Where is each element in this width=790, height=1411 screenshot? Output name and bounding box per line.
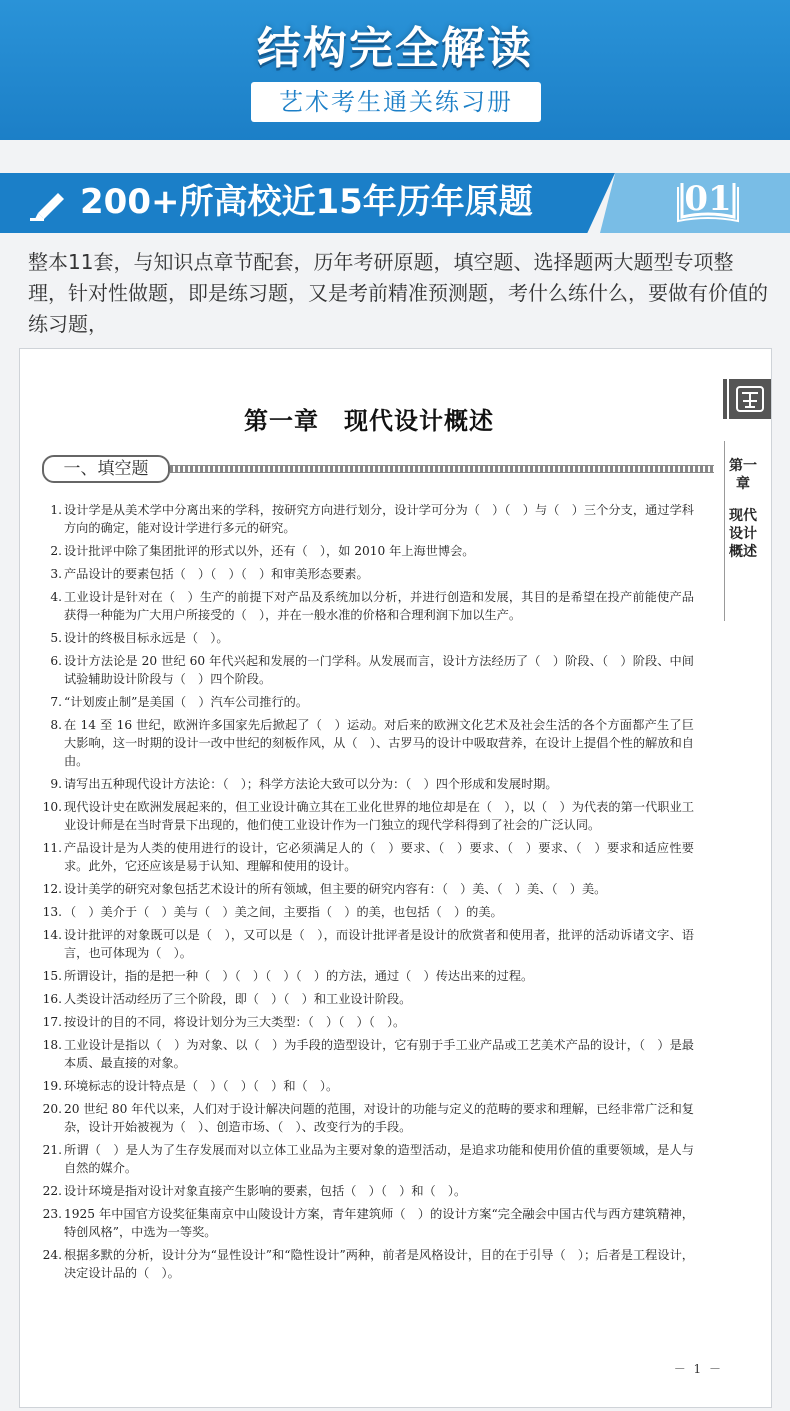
- question-number: 4.: [50, 590, 62, 604]
- question-text: 设计方法论是 20 世纪 60 年代兴起和发展的一门学科。从发展而言，设计方法经历了（ ）阶段、（ ）阶段、中间试验辅助设计阶段与（ ）四个阶段。: [64, 654, 694, 686]
- question-text: 所谓（ ）是人为了生存发展而对以立体工业品为主要对象的造型活动，是追求功能和使用价值的重要领域，是人与自然的媒介。: [64, 1143, 694, 1175]
- question-text: 20 世纪 80 年代以来，人们对于设计解决问题的范围，对设计的功能与定义的范畴的要求和理解，已经非常广泛和复杂，设计开始被视为（ ）、创造市场、（ ）、改变行为的手段。: [64, 1102, 694, 1134]
- question-item: [36, 967, 694, 985]
- question-number: 10.: [42, 800, 62, 814]
- question-item: [36, 903, 694, 921]
- question-number: 3.: [50, 567, 62, 581]
- question-number: 1.: [50, 503, 62, 517]
- question-text: 产品设计的要素包括（ ）（ ）（ ）和审美形态要素。: [64, 567, 369, 581]
- question-text: 现代设计史在欧洲发展起来的，但工业设计确立其在工业化世界的地位却是在（ ），以（ ）为代表的第一代职业工业设计师是在当时背景下出现的，他们使工业设计作为一门独立的现代学科得到了社会的广泛认同。: [64, 800, 694, 832]
- question-item: [36, 501, 694, 537]
- question-text: 设计批评中除了集团批评的形式以外，还有（ ），如 2010 年上海世博会。: [64, 544, 475, 558]
- side-chapter-name: 现代设计概述: [729, 508, 757, 560]
- section-label-box: [42, 455, 170, 483]
- question-number: 12.: [42, 882, 62, 896]
- question-item: [36, 926, 694, 962]
- practice-tab-icon: [723, 379, 771, 419]
- question-number: 5.: [50, 631, 62, 645]
- question-item: [36, 588, 694, 624]
- question-text: 所谓设计，指的是把一种（ ）（ ）（ ）（ ）的方法，通过（ ）传达出来的过程。: [64, 969, 534, 983]
- question-text: 设计美学的研究对象包括艺术设计的所有领域，但主要的研究内容有：（ ）美、（ ）美、（ ）美。: [64, 882, 607, 896]
- section-number: 01: [684, 179, 732, 219]
- question-number: 2.: [50, 544, 62, 558]
- question-text: 根据多默的分析，设计分为“显性设计”和“隐性设计”两种，前者是风格设计，目的在于引导（ ）；后者是工程设计，决定设计品的（ ）。: [64, 1248, 694, 1280]
- question-item: [36, 880, 694, 898]
- question-number: 14.: [42, 928, 62, 942]
- question-item: [36, 990, 694, 1008]
- question-text: 1925 年中国官方设奖征集南京中山陵设计方案，青年建筑师（ ）的设计方案“完全融会中国古代与西方建筑精神，特创风格”，中选为一等奖。: [64, 1207, 694, 1239]
- question-text: 工业设计是针对在（ ）生产的前提下对产品及系统加以分析，并进行创造和发展，其目的是希望在投产前能使产品获得一种能为广大用户所接受的（ ），并在一般水准的价格和合理利润下加以生产。: [64, 590, 694, 622]
- book-page: [19, 348, 772, 1408]
- question-number: 16.: [42, 992, 62, 1006]
- question-number: 20.: [42, 1102, 62, 1116]
- question-item: [36, 565, 694, 583]
- section-header-bar: [0, 173, 790, 233]
- top-banner: [0, 0, 790, 140]
- question-list: [36, 501, 694, 1287]
- question-text: 按设计的目的不同，将设计划分为三大类型：（ ）（ ）（ ）。: [64, 1015, 406, 1029]
- question-text: 在 14 至 16 世纪，欧洲许多国家先后掀起了（ ）运动。对后来的欧洲文化艺术及社会生活的各个方面都产生了巨大影响，这一时期的设计一改中世纪的刻板作风，从（ ）、古罗马的设计中吸取营养，在设计上提倡个性的解放和自由。: [64, 718, 694, 768]
- question-number: 7.: [50, 695, 62, 709]
- decorative-rule: [170, 465, 714, 473]
- question-text: 环境标志的设计特点是（ ）（ ）（ ）和（ ）。: [64, 1079, 339, 1093]
- question-item: [36, 1100, 694, 1136]
- section-title: 200+所高校近15年历年原题: [80, 182, 533, 222]
- question-text: 人类设计活动经历了三个阶段，即（ ）（ ）和工业设计阶段。: [64, 992, 412, 1006]
- question-item: [36, 542, 694, 560]
- question-text: 工业设计是指以（ ）为对象、以（ ）为手段的造型设计，它有别于手工业产品或工艺美术产品的设计，（ ）是最本质、最直接的对象。: [64, 1038, 694, 1070]
- question-item: [36, 1013, 694, 1031]
- question-number: 6.: [50, 654, 62, 668]
- question-text: 设计环境是指对设计对象直接产生影响的要素，包括（ ）（ ）和（ ）。: [64, 1184, 467, 1198]
- question-item: [36, 1036, 694, 1072]
- question-item: [36, 798, 694, 834]
- question-number: 18.: [42, 1038, 62, 1052]
- question-number: 19.: [42, 1079, 62, 1093]
- question-number: 17.: [42, 1015, 62, 1029]
- question-item: [36, 1077, 694, 1095]
- page-number: － 1 －: [673, 1362, 723, 1376]
- intro-text: 整本11套，与知识点章节配套，历年考研原题，填空题、选择题两大题型专项整理，针对性做题，即是练习题，又是考前精准预测题，考什么练什么，要做有价值的练习题，: [28, 250, 768, 336]
- side-divider: [724, 441, 725, 621]
- side-chapter-label: [728, 457, 758, 561]
- question-number: 15.: [42, 969, 62, 983]
- question-text: 请写出五种现代设计方法论：（ ）；科学方法论大致可以分为：（ ）四个形成和发展时期。: [64, 777, 558, 791]
- side-chapter-number: 第一章: [729, 458, 757, 492]
- question-number: 22.: [42, 1184, 62, 1198]
- question-item: [36, 1141, 694, 1177]
- question-number: 11.: [42, 841, 62, 855]
- question-number: 13.: [42, 905, 62, 919]
- chapter-title: 第一章 现代设计概述: [244, 407, 494, 435]
- question-item: [36, 1205, 694, 1241]
- question-item: [36, 775, 694, 793]
- section-number-badge: [676, 177, 740, 225]
- question-text: 设计批评的对象既可以是（ ），又可以是（ ），而设计批评者是设计的欣赏者和使用者，批评的活动诉诸文字、语言，也可体现为（ ）。: [64, 928, 694, 960]
- fill-in-section-header: [42, 455, 714, 481]
- question-number: 24.: [42, 1248, 62, 1262]
- question-text: （ ）美介于（ ）美与（ ）美之间，主要指（ ）的美，也包括（ ）的美。: [64, 905, 503, 919]
- question-text: 设计的终极目标永远是（ ）。: [64, 631, 229, 645]
- question-item: [36, 652, 694, 688]
- section-label: 一、填空题: [63, 459, 149, 479]
- question-number: 8.: [50, 718, 62, 732]
- banner-subtitle: 艺术考生通关练习册: [251, 82, 541, 122]
- question-item: [36, 716, 694, 770]
- question-number: 23.: [42, 1207, 62, 1221]
- question-item: [36, 839, 694, 875]
- question-item: [36, 1246, 694, 1282]
- question-item: [36, 693, 694, 711]
- question-text: 产品设计是为人类的使用进行的设计，它必须满足人的（ ）要求、（ ）要求、（ ）要求、（ ）要求和适应性要求。此外，它还应该是易于认知、理解和使用的设计。: [64, 841, 694, 873]
- pencil-icon: [28, 187, 68, 221]
- question-number: 21.: [42, 1143, 62, 1157]
- banner-title: 结构完全解读: [257, 23, 533, 74]
- question-text: “计划废止制”是美国（ ）汽车公司推行的。: [64, 695, 309, 709]
- question-number: 9.: [50, 777, 62, 791]
- question-item: [36, 1182, 694, 1200]
- question-item: [36, 629, 694, 647]
- question-text: 设计学是从美术学中分离出来的学科，按研究方向进行划分，设计学可分为（ ）（ ）与（ ）三个分支，通过学科方向的确定，能对设计学进行多元的研究。: [64, 503, 694, 535]
